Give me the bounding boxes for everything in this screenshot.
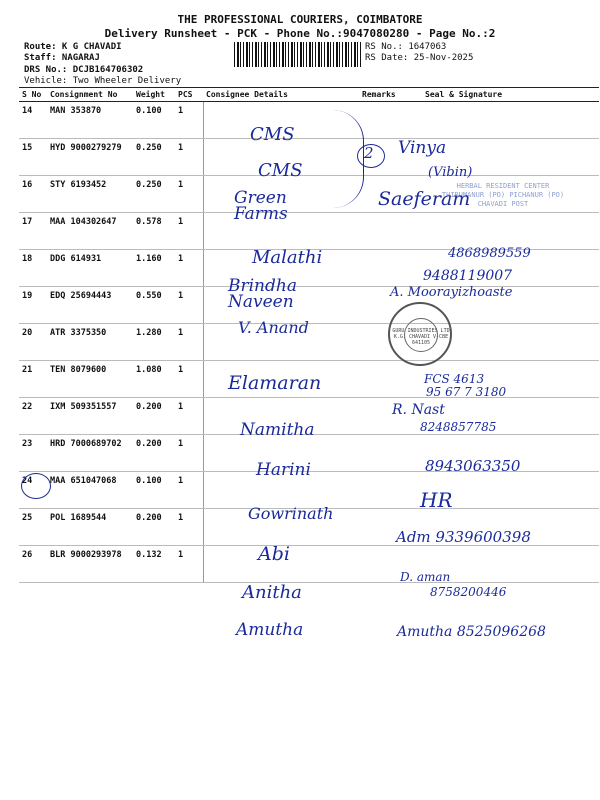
- handwritten-signature: Amutha 8525096268: [397, 624, 546, 640]
- remarks-cell: [359, 472, 403, 509]
- consignment-cell: MAA 104302647: [47, 213, 133, 250]
- col-sno: S No: [19, 88, 47, 102]
- sno-circle: [21, 473, 51, 499]
- handwritten-signature: Saeferam: [378, 188, 471, 210]
- pcs-cell: 1: [175, 546, 203, 583]
- pcs-cell: 1: [175, 250, 203, 287]
- weight-cell: 0.250: [133, 139, 175, 176]
- consignment-cell: MAN 353870: [47, 102, 133, 139]
- handwritten-signature: (Vibin): [428, 165, 473, 180]
- sno-cell: 18: [19, 250, 47, 287]
- handwritten-consignee: CMS: [250, 124, 295, 145]
- remarks-cell: [359, 361, 403, 398]
- handwritten-signature: FCS 4613: [424, 372, 485, 386]
- col-consignee: Consignee Details: [203, 88, 359, 102]
- sno-cell: 16: [19, 176, 47, 213]
- consignment-cell: DDG 614931: [47, 250, 133, 287]
- sno-cell: 26: [19, 546, 47, 583]
- consignment-cell: HRD 7000689702: [47, 435, 133, 472]
- handwritten-signature: 8943063350: [425, 457, 521, 475]
- handwritten-signature: Vinya: [398, 138, 447, 158]
- company-name: THE PROFESSIONAL COURIERS, COIMBATORE: [177, 13, 423, 26]
- consignment-cell: ATR 3375350: [47, 324, 133, 361]
- consignment-cell: STY 6193452: [47, 176, 133, 213]
- col-pcs: PCS: [175, 88, 203, 102]
- handwritten-consignee: Namitha: [240, 420, 315, 440]
- consignment-cell: BLR 9000293978: [47, 546, 133, 583]
- table-row: [19, 546, 599, 583]
- handwritten-signature: 4868989559: [448, 246, 531, 261]
- sno-cell: 19: [19, 287, 47, 324]
- sno-cell: 23: [19, 435, 47, 472]
- barcode: [234, 42, 361, 67]
- handwritten-consignee: Malathi: [252, 247, 323, 268]
- sno-cell: 15: [19, 139, 47, 176]
- col-consignment: Consignment No: [47, 88, 133, 102]
- handwritten-signature: 8248857785: [420, 420, 497, 434]
- handwritten-consignee: Abi: [258, 543, 290, 565]
- consignment-cell: EDQ 25694443: [47, 287, 133, 324]
- handwritten-signature: A. Moorayizhoaste: [390, 285, 513, 300]
- route: Route: K G CHAVADI: [24, 42, 122, 52]
- pcs-cell: 1: [175, 509, 203, 546]
- handwritten-consignee: Gowrinath: [248, 504, 334, 523]
- col-seal: Seal & Signature: [403, 88, 599, 102]
- consignment-cell: MAA 651047068: [47, 472, 133, 509]
- handwritten-signature: 8758200446: [430, 585, 507, 599]
- pcs-cell: 1: [175, 435, 203, 472]
- pcs-cell: 1: [175, 472, 203, 509]
- table-row: [19, 139, 599, 176]
- staff: Staff: NAGARAJ: [24, 53, 100, 63]
- handwritten-consignee: Brindha Naveen: [228, 276, 297, 312]
- consignment-cell: POL 1689544: [47, 509, 133, 546]
- weight-cell: 0.250: [133, 176, 175, 213]
- round-stamp-text: GURU INDUSTRIES LTD K.G. CHAVADI V-CBE 641105: [392, 328, 450, 346]
- handwritten-signature: HR: [420, 488, 453, 512]
- handwritten-consignee: Green Farms: [234, 188, 288, 224]
- handwritten-remark: 2: [364, 144, 374, 162]
- handwritten-consignee: Elamaran: [228, 372, 322, 394]
- drs-number: DRS No.: DCJB164706302: [24, 65, 144, 75]
- consignment-cell: HYD 9000279279: [47, 139, 133, 176]
- pcs-cell: 1: [175, 176, 203, 213]
- pcs-cell: 1: [175, 361, 203, 398]
- remarks-cell: [359, 250, 403, 287]
- weight-cell: 0.100: [133, 472, 175, 509]
- seal-stamp: HERBAL RESIDENT CENTER THIRUMANUR (PO) PICHANUR (PO) CHAVADI POST: [441, 182, 565, 208]
- rs-date: RS Date: 25-Nov-2025: [365, 53, 474, 63]
- round-stamp: [388, 302, 452, 366]
- weight-cell: 0.578: [133, 213, 175, 250]
- sno-cell: 25: [19, 509, 47, 546]
- remarks-cell: [359, 102, 403, 139]
- table-row: [19, 102, 599, 139]
- sno-cell: 24: [19, 472, 47, 509]
- rs-number: RS No.: 1647063: [365, 42, 447, 52]
- weight-cell: 0.550: [133, 287, 175, 324]
- weight-cell: 1.080: [133, 361, 175, 398]
- pcs-cell: 1: [175, 213, 203, 250]
- pcs-cell: 1: [175, 102, 203, 139]
- handwritten-consignee: CMS: [258, 160, 303, 181]
- remarks-cell: [359, 546, 403, 583]
- consignment-cell: TEN 8079600: [47, 361, 133, 398]
- handwritten-consignee: Harini: [256, 460, 311, 480]
- sno-cell: 21: [19, 361, 47, 398]
- consignment-cell: IXM 509351557: [47, 398, 133, 435]
- weight-cell: 1.280: [133, 324, 175, 361]
- weight-cell: 0.132: [133, 546, 175, 583]
- handwritten-signature: 95 67 7 3180: [426, 385, 507, 399]
- table-header: [19, 88, 599, 102]
- handwritten-consignee: V. Anand: [238, 318, 309, 337]
- weight-cell: 0.200: [133, 435, 175, 472]
- handwritten-signature: D. aman: [400, 570, 451, 584]
- sno-cell: 17: [19, 213, 47, 250]
- pcs-cell: 1: [175, 287, 203, 324]
- vehicle: Vehicle: Two Wheeler Delivery: [24, 76, 182, 86]
- sno-cell: 22: [19, 398, 47, 435]
- col-weight: Weight: [133, 88, 175, 102]
- col-remarks: Remarks: [359, 88, 403, 102]
- handwritten-consignee: Amutha: [236, 620, 304, 640]
- handwritten-signature: R. Nast: [392, 402, 445, 418]
- remarks-cell: [359, 435, 403, 472]
- weight-cell: 1.160: [133, 250, 175, 287]
- remarks-cell: [359, 213, 403, 250]
- handwritten-signature: 9488119007: [423, 268, 513, 284]
- weight-cell: 0.100: [133, 102, 175, 139]
- handwritten-signature: Adm 9339600398: [396, 528, 531, 546]
- pcs-cell: 1: [175, 324, 203, 361]
- handwritten-consignee: Anitha: [242, 582, 302, 603]
- pcs-cell: 1: [175, 139, 203, 176]
- weight-cell: 0.200: [133, 398, 175, 435]
- pcs-cell: 1: [175, 398, 203, 435]
- weight-cell: 0.200: [133, 509, 175, 546]
- seal-cell: [403, 102, 599, 139]
- runsheet-title: Delivery Runsheet - PCK - Phone No.:9047080280 - Page No.:2: [104, 27, 496, 40]
- table-row: [19, 324, 599, 361]
- sno-cell: 14: [19, 102, 47, 139]
- sno-cell: 20: [19, 324, 47, 361]
